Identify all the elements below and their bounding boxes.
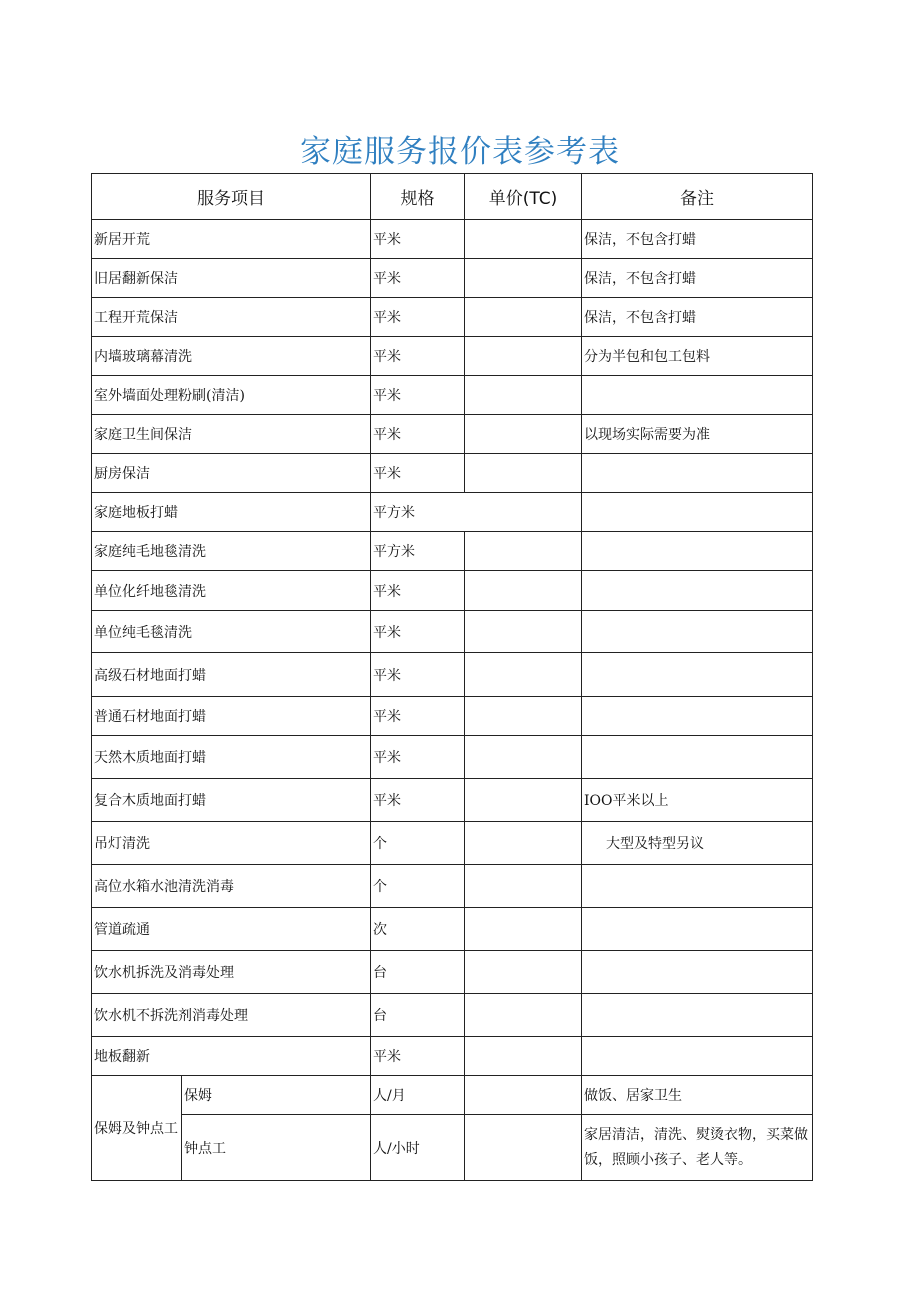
header-item: 服务项目: [92, 174, 371, 220]
spec-cell: 平米: [371, 653, 465, 697]
table-row: [92, 653, 813, 697]
spec-cell: 人/小时: [371, 1115, 465, 1181]
note-cell: [582, 653, 813, 697]
item-cell: 单位纯毛毯清洗: [92, 611, 371, 653]
note-cell: [582, 454, 813, 493]
table-row: [92, 1037, 813, 1076]
item-cell: 吊灯清洗: [92, 822, 371, 865]
price-cell: [465, 908, 582, 951]
table-row: [92, 220, 813, 259]
spec-cell: 平米: [371, 454, 465, 493]
note-cell: [582, 994, 813, 1037]
item-cell: 饮水机拆洗及消毒处理: [92, 951, 371, 994]
item-cell: 家庭地板打蜡: [92, 493, 371, 532]
header-price: 单价(TC): [465, 174, 582, 220]
table-row: [92, 865, 813, 908]
table-row: [92, 259, 813, 298]
spec-cell: 平米: [371, 220, 465, 259]
price-cell: [465, 951, 582, 994]
price-cell: [465, 454, 582, 493]
note-cell: 做饭、居家卫生: [582, 1076, 813, 1115]
item-cell: 高级石材地面打蜡: [92, 653, 371, 697]
spec-cell: 平米: [371, 736, 465, 779]
price-cell: [465, 220, 582, 259]
note-cell: [582, 376, 813, 415]
note-cell: [582, 951, 813, 994]
sub-item-cell: 钟点工: [182, 1115, 371, 1181]
table-row: [92, 493, 813, 532]
spec-cell: 平方米: [371, 532, 465, 571]
price-cell: [465, 779, 582, 822]
item-cell: 高位水箱水池清洗消毒: [92, 865, 371, 908]
note-cell: [582, 736, 813, 779]
item-cell: 内墙玻璃幕清洗: [92, 337, 371, 376]
note-cell: 保洁，不包含打蜡: [582, 259, 813, 298]
note-cell: 分为半包和包工包料: [582, 337, 813, 376]
table-row: [92, 337, 813, 376]
price-cell: [465, 376, 582, 415]
table-row: [92, 298, 813, 337]
price-cell: [465, 611, 582, 653]
price-cell: [465, 1115, 582, 1181]
table-row: [92, 908, 813, 951]
table-row: [92, 697, 813, 736]
price-cell: [465, 994, 582, 1037]
item-cell: 地板翻新: [92, 1037, 371, 1076]
spec-cell: 平米: [371, 697, 465, 736]
item-cell: 管道疏通: [92, 908, 371, 951]
header-spec: 规格: [371, 174, 465, 220]
table-row: [92, 532, 813, 571]
group-row: [92, 1115, 813, 1181]
item-cell: 新居开荒: [92, 220, 371, 259]
page-title: 家庭服务报价表参考表: [300, 134, 620, 170]
item-cell: 厨房保洁: [92, 454, 371, 493]
price-cell: [465, 822, 582, 865]
table-row: [92, 779, 813, 822]
spec-cell: 平米: [371, 1037, 465, 1076]
note-cell: [582, 611, 813, 653]
table-row: [92, 376, 813, 415]
spec-cell: 平米: [371, 298, 465, 337]
spec-cell: 平米: [371, 571, 465, 611]
price-cell: [465, 653, 582, 697]
table-row: [92, 415, 813, 454]
header-row: [92, 174, 813, 220]
table-row: [92, 822, 813, 865]
price-cell: [465, 1037, 582, 1076]
price-cell: [465, 736, 582, 779]
price-cell: [465, 259, 582, 298]
note-cell: [582, 532, 813, 571]
table-row: [92, 571, 813, 611]
note-cell: [582, 493, 813, 532]
spec-cell: 个: [371, 865, 465, 908]
item-cell: 家庭纯毛地毯清洗: [92, 532, 371, 571]
price-cell: [465, 571, 582, 611]
group-label-cell: 保姆及钟点工: [92, 1076, 182, 1181]
item-cell: 旧居翻新保洁: [92, 259, 371, 298]
group-row: [92, 1076, 813, 1115]
sub-item-cell: 保姆: [182, 1076, 371, 1115]
price-cell: [465, 298, 582, 337]
spec-cell: 个: [371, 822, 465, 865]
note-cell: [582, 865, 813, 908]
note-cell: 保洁，不包含打蜡: [582, 298, 813, 337]
price-cell: [465, 337, 582, 376]
spec-cell: 平米: [371, 337, 465, 376]
item-cell: 普通石材地面打蜡: [92, 697, 371, 736]
spec-cell: 台: [371, 951, 465, 994]
table-row: [92, 736, 813, 779]
note-cell: 保洁，不包含打蜡: [582, 220, 813, 259]
item-cell: 饮水机不拆洗剂消毒处理: [92, 994, 371, 1037]
item-cell: 复合木质地面打蜡: [92, 779, 371, 822]
header-note: 备注: [582, 174, 813, 220]
spec-cell: 次: [371, 908, 465, 951]
note-cell: [582, 1037, 813, 1076]
spec-cell: 平米: [371, 779, 465, 822]
note-cell: [582, 908, 813, 951]
price-cell: [465, 1076, 582, 1115]
price-cell: [465, 532, 582, 571]
table-row: [92, 611, 813, 653]
price-cell: [465, 865, 582, 908]
item-cell: 工程开荒保洁: [92, 298, 371, 337]
item-cell: 家庭卫生间保洁: [92, 415, 371, 454]
note-cell: IOO平米以上: [582, 779, 813, 822]
spec-cell: 平米: [371, 415, 465, 454]
price-cell: [465, 415, 582, 454]
table-row: [92, 951, 813, 994]
item-cell: 室外墙面处理粉刷(清洁): [92, 376, 371, 415]
note-cell: [582, 697, 813, 736]
price-table: [91, 173, 813, 1181]
spec-cell: 平方米: [371, 493, 582, 532]
spec-cell: 台: [371, 994, 465, 1037]
spec-cell: 平米: [371, 611, 465, 653]
item-cell: 单位化纤地毯清洗: [92, 571, 371, 611]
item-cell: 天然木质地面打蜡: [92, 736, 371, 779]
table-row: [92, 454, 813, 493]
price-cell: [465, 697, 582, 736]
note-cell: [582, 571, 813, 611]
spec-cell: 平米: [371, 259, 465, 298]
spec-cell: 平米: [371, 376, 465, 415]
note-cell: 家居清洁，清洗、熨烫衣物，买菜做饭，照顾小孩子、老人等。: [582, 1115, 813, 1181]
spec-cell: 人/月: [371, 1076, 465, 1115]
table-row: [92, 994, 813, 1037]
note-cell: 大型及特型另议: [582, 822, 813, 865]
note-cell: 以现场实际需要为准: [582, 415, 813, 454]
